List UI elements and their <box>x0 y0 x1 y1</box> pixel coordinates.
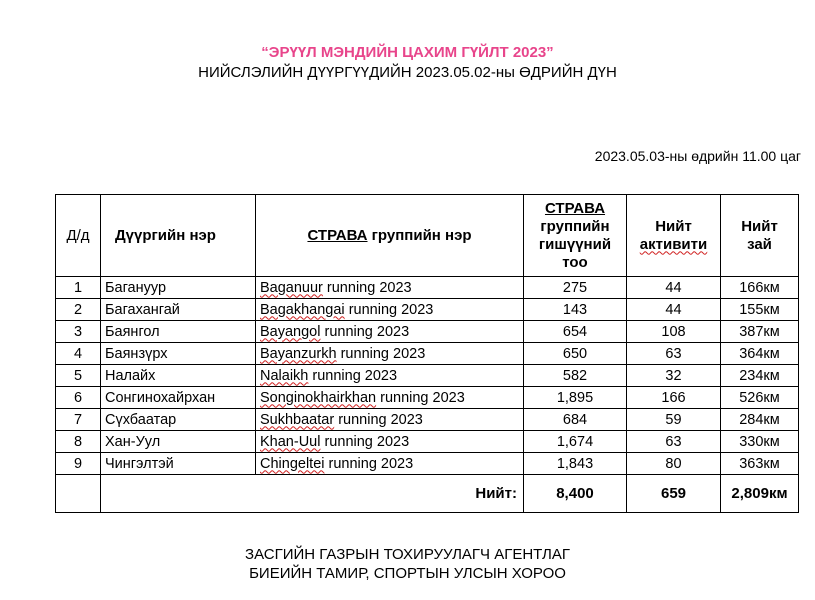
row-members: 143 <box>524 299 627 321</box>
row-group-name: Chingeltei <box>260 455 325 472</box>
row-group <box>256 409 524 431</box>
row-group <box>256 277 524 299</box>
table-row <box>56 299 799 321</box>
row-distance: 363км <box>721 453 799 475</box>
report-title: “ЭРҮҮЛ МЭНДИЙН ЦАХИМ ГҮЙЛТ 2023” <box>261 44 554 61</box>
row-distance: 387км <box>721 321 799 343</box>
table-row <box>56 453 799 475</box>
row-activities: 32 <box>627 365 721 387</box>
row-group-suffix: running 2023 <box>324 455 414 472</box>
row-num: 1 <box>56 277 101 299</box>
row-activities: 59 <box>627 409 721 431</box>
table-row <box>56 277 799 299</box>
header-members-strava: СТРАВА <box>544 199 606 217</box>
row-group <box>256 453 524 475</box>
row-distance: 155км <box>721 299 799 321</box>
header-distance <box>721 195 799 277</box>
row-district: Баянзүрх <box>101 343 256 365</box>
row-group <box>256 321 524 343</box>
row-group <box>256 343 524 365</box>
header-distance-top: Нийт <box>741 217 778 235</box>
row-group-name: Bayangol <box>260 323 321 340</box>
footer <box>0 545 815 583</box>
row-group-name: Songinokhairkhan <box>260 389 377 406</box>
row-district: Багахангай <box>101 299 256 321</box>
footer-line-2: БИЕИЙН ТАМИР, СПОРТЫН УЛСЫН ХОРОО <box>249 565 566 582</box>
total-distance: 2,809км <box>721 475 799 513</box>
row-group-suffix: running 2023 <box>320 323 410 340</box>
row-district: Багануур <box>101 277 256 299</box>
table-row <box>56 431 799 453</box>
row-group-name: Baganuur <box>260 279 323 296</box>
row-members: 1,843 <box>524 453 627 475</box>
row-group-name: Bagakhangai <box>260 301 345 318</box>
header-activities-top: Нийт <box>655 217 692 235</box>
row-members: 275 <box>524 277 627 299</box>
row-num: 7 <box>56 409 101 431</box>
header-num: Д/д <box>56 195 101 277</box>
row-num: 5 <box>56 365 101 387</box>
row-district: Сүхбаатар <box>101 409 256 431</box>
table-row <box>56 387 799 409</box>
table-row <box>56 321 799 343</box>
row-num: 4 <box>56 343 101 365</box>
row-group-name: Khan-Uul <box>260 433 321 450</box>
footer-line-1: ЗАСГИЙН ГАЗРЫН ТОХИРУУЛАГЧ АГЕНТЛАГ <box>245 546 570 563</box>
header-members-text: группийн гишүүний тоо <box>538 217 612 271</box>
row-group-name: Nalaikh <box>260 367 309 384</box>
header-members <box>524 195 627 277</box>
row-group <box>256 431 524 453</box>
row-group-suffix: running 2023 <box>344 301 434 318</box>
row-district: Чингэлтэй <box>101 453 256 475</box>
row-distance: 166км <box>721 277 799 299</box>
report-dateline: 2023.05.03-ны өдрийн 11.00 цаг <box>594 148 801 164</box>
row-group <box>256 365 524 387</box>
row-activities: 108 <box>627 321 721 343</box>
row-activities: 80 <box>627 453 721 475</box>
row-members: 650 <box>524 343 627 365</box>
row-distance: 364км <box>721 343 799 365</box>
row-num: 3 <box>56 321 101 343</box>
row-members: 582 <box>524 365 627 387</box>
row-group-name: Sukhbaatar <box>260 411 335 428</box>
row-group-suffix: running 2023 <box>308 367 398 384</box>
row-group-suffix: running 2023 <box>376 389 465 406</box>
row-members: 684 <box>524 409 627 431</box>
row-activities: 44 <box>627 277 721 299</box>
row-group <box>256 299 524 321</box>
header-group-strava: СТРАВА <box>307 226 368 244</box>
header-group-text: группийн нэр <box>367 226 472 244</box>
row-num: 9 <box>56 453 101 475</box>
row-distance: 284км <box>721 409 799 431</box>
row-activities: 63 <box>627 343 721 365</box>
row-activities: 44 <box>627 299 721 321</box>
table-header-row <box>56 195 799 277</box>
header-activities-bottom: активити <box>639 235 708 253</box>
total-activities: 659 <box>627 475 721 513</box>
header-activities <box>627 195 721 277</box>
row-members: 1,895 <box>524 387 627 409</box>
row-group <box>256 387 524 409</box>
total-label: Нийт: <box>101 475 524 513</box>
row-group-suffix: running 2023 <box>334 411 423 428</box>
row-distance: 526км <box>721 387 799 409</box>
row-num: 2 <box>56 299 101 321</box>
row-district: Сонгинохайрхан <box>101 387 256 409</box>
row-members: 1,674 <box>524 431 627 453</box>
row-activities: 63 <box>627 431 721 453</box>
header-district: Дүүргийн нэр <box>101 195 256 277</box>
table-row <box>56 343 799 365</box>
row-group-suffix: running 2023 <box>320 433 410 450</box>
header-group <box>256 195 524 277</box>
row-group-suffix: running 2023 <box>322 279 412 296</box>
row-num: 6 <box>56 387 101 409</box>
row-group-suffix: running 2023 <box>336 345 426 362</box>
row-group-name: Bayanzurkh <box>260 345 337 362</box>
table-row <box>56 409 799 431</box>
total-members: 8,400 <box>524 475 627 513</box>
header-distance-bottom: зай <box>747 235 772 253</box>
row-district: Налайх <box>101 365 256 387</box>
results-table <box>55 194 799 513</box>
row-district: Хан-Уул <box>101 431 256 453</box>
row-num: 8 <box>56 431 101 453</box>
row-district: Баянгол <box>101 321 256 343</box>
row-activities: 166 <box>627 387 721 409</box>
total-empty-cell <box>56 475 101 513</box>
row-distance: 330км <box>721 431 799 453</box>
row-members: 654 <box>524 321 627 343</box>
report-subtitle: НИЙСЛЭЛИЙН ДҮҮРГҮҮДИЙН 2023.05.02-ны ӨДРИЙН ДҮН <box>198 64 617 81</box>
table-row <box>56 365 799 387</box>
row-distance: 234км <box>721 365 799 387</box>
total-row <box>56 475 799 513</box>
